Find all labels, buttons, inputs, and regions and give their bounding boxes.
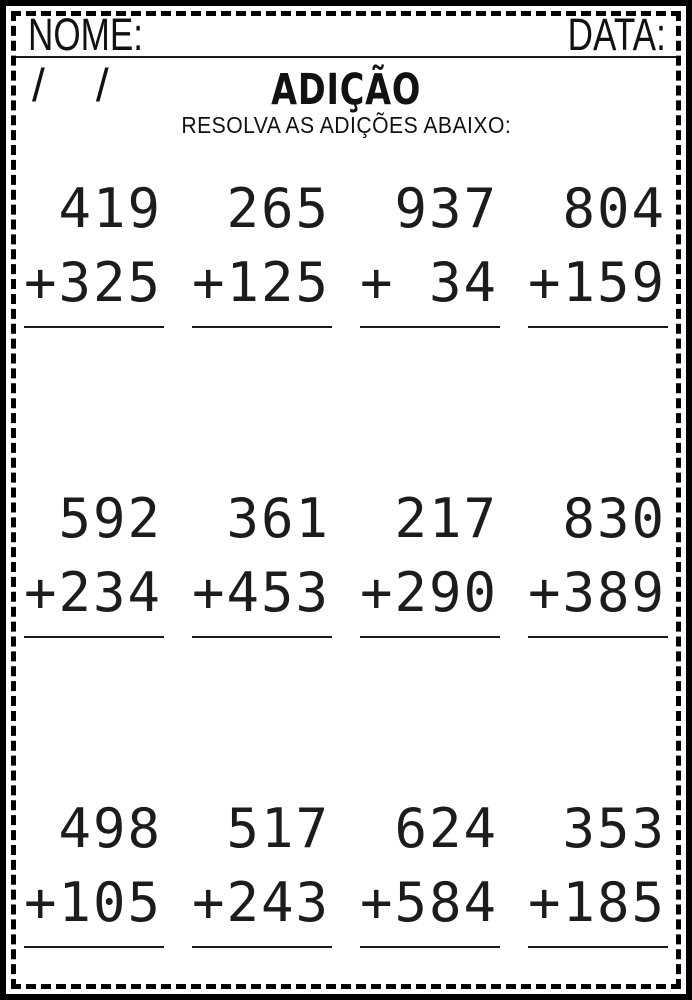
addition-problem-3 — [360, 172, 500, 368]
name-label: NOME: — [28, 11, 144, 60]
problems-grid — [16, 172, 676, 988]
addition-problem-8 — [528, 482, 668, 678]
top-addend: 265 — [192, 177, 331, 240]
instructions-text: RESOLVA AS ADIÇÕES ABAIXO: — [181, 112, 511, 138]
answer-space — [192, 948, 332, 988]
answer-space — [360, 638, 500, 678]
top-addend: 353 — [528, 797, 667, 860]
answer-space — [528, 638, 668, 678]
addition-problem-12 — [528, 792, 668, 988]
answer-space — [192, 328, 332, 368]
bottom-addend: +125 — [192, 251, 331, 314]
bottom-addend: +325 — [24, 251, 163, 314]
addition-problem-5 — [24, 482, 164, 678]
bottom-addend: +453 — [192, 561, 331, 624]
dashed-border-frame — [11, 11, 681, 989]
answer-space — [528, 328, 668, 368]
addition-problem-7 — [360, 482, 500, 678]
date-slashes: / / — [32, 59, 109, 111]
addition-problem-4 — [528, 172, 668, 368]
addition-problem-11 — [360, 792, 500, 988]
top-addend: 517 — [192, 797, 331, 860]
top-addend: 361 — [192, 487, 331, 550]
bottom-addend: +243 — [192, 871, 331, 934]
answer-space — [24, 948, 164, 988]
top-addend: 624 — [360, 797, 499, 860]
addition-problem-10 — [192, 792, 332, 988]
top-addend: 592 — [24, 487, 163, 550]
top-addend: 217 — [360, 487, 499, 550]
top-addend: 804 — [528, 177, 667, 240]
answer-space — [24, 328, 164, 368]
answer-space — [360, 948, 500, 988]
bottom-addend: + 34 — [360, 251, 499, 314]
bottom-addend: +290 — [360, 561, 499, 624]
answer-space — [192, 638, 332, 678]
title-block — [16, 58, 676, 138]
top-addend: 937 — [360, 177, 499, 240]
page-title: ADIÇÃO — [270, 65, 422, 115]
top-addend: 498 — [24, 797, 163, 860]
addition-problem-2 — [192, 172, 332, 368]
answer-space — [360, 328, 500, 368]
addition-problem-1 — [24, 172, 164, 368]
header — [16, 11, 676, 60]
bottom-addend: +234 — [24, 561, 163, 624]
addition-problem-6 — [192, 482, 332, 678]
date-label: DATA: — [567, 11, 666, 60]
bottom-addend: +159 — [528, 251, 667, 314]
answer-space — [24, 638, 164, 678]
bottom-addend: +185 — [528, 871, 667, 934]
bottom-addend: +105 — [24, 871, 163, 934]
answer-space — [528, 948, 668, 988]
addition-problem-9 — [24, 792, 164, 988]
bottom-addend: +389 — [528, 561, 667, 624]
bottom-addend: +584 — [360, 871, 499, 934]
top-addend: 830 — [528, 487, 667, 550]
top-addend: 419 — [24, 177, 163, 240]
